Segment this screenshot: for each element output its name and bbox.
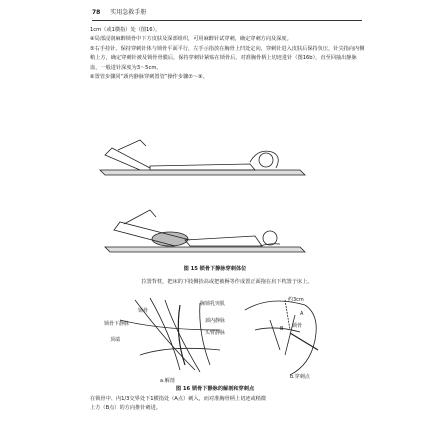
figure15-note: 拉置背枕，把床的下肢侧抬高或把被褥等作成置正面拖在肩下枕置于床上。 [141,279,313,285]
label-distance: 约3cm [288,297,304,303]
label-internal-jugular: 颈内静脉 [205,318,226,324]
label-pectoralis: 胸锁乳突肌 [200,301,226,307]
subfigure-b-label: b.穿刺点 [290,374,310,380]
label-point-b: B [280,326,284,332]
paragraph: 上方（B点）的方向推针刺进。 [90,405,161,412]
page-number: 78 [92,9,101,16]
book-title: 实用急救手册 [110,9,147,16]
subfigure-a-label: a.解剖 [160,378,175,384]
paragraph: 在锁骨中、内1/3交界处下1横指处（A点）刺入，而对准胸骨柄上切迹或稍微 [90,396,267,402]
label-clavicle: 锁骨 [138,308,149,314]
label-apex: 顶端 [110,337,121,343]
label-clavicle-b: 锁骨 [292,323,303,329]
paragraph: ⑥置管步骤同“颈内静脉穿刺置管”操作步骤⑦～⑨。 [90,74,208,81]
label-subclavian-vein: 锁骨下静脉 [104,321,130,327]
figure16-caption: 图 16 锁骨下静脉的解剖和穿刺点 [175,386,255,392]
paragraph: ⑤右手持针，保持穿刺针体与锁骨平面平行，左手示指放在胸骨上凹处定向，穿刺针进入皮肤后保持负压，针尖指向内侧稍上方，确定穿刺针被及锁骨骨膜后，保持穿刺针紧贴在锁骨后，对准胸骨柄上切迹进针（图16b），直至回抽出静脉血，一般进针深度为3～5cm。 [90,45,365,71]
label-brachiocephalic: 头臂静脉 [205,330,226,336]
figure15-caption: 图 15 锁骨下静脉穿刺体位 [183,266,247,272]
paragraph: ④局部浸润麻醉锁骨中下方皮肤及深部组织，可用麻醉针试穿刺，确定穿刺方向及深度。 [90,36,292,43]
paragraph: 1cm（或1横指）处（图16）。 [90,27,161,33]
bottom-text [90,395,365,414]
label-point-a: A [300,311,304,317]
